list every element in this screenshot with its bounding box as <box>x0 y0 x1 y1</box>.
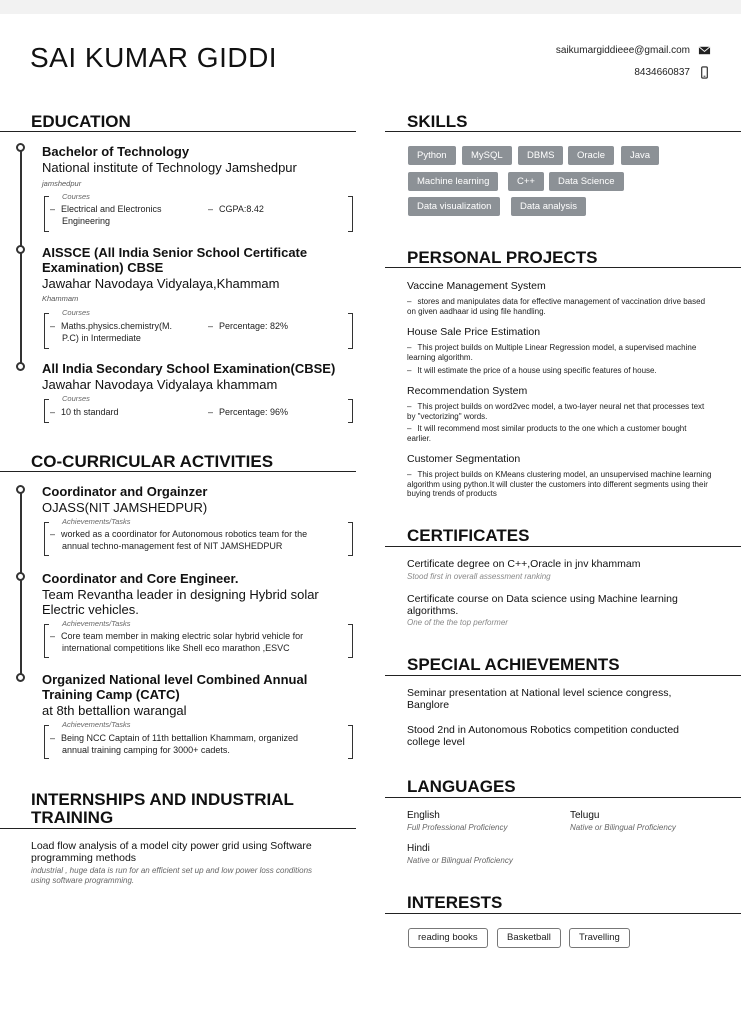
cocurricular-timeline <box>20 492 22 678</box>
education-school: Jawahar Navodaya Vidyalaya khammam <box>42 377 278 392</box>
language-name: English <box>407 810 440 821</box>
education-location: Khammam <box>42 294 79 303</box>
bracket-left <box>44 725 49 759</box>
project-desc: – stores and manipulates data for effective management of vaccination drive based on given aadhaar id using file handling. <box>407 297 707 316</box>
internship-desc: industrial , huge data is run for an efficient set up and low power loss conditions <box>31 866 313 875</box>
task-item: – Core team member in making electric solar hybrid vehicle for <box>50 631 303 641</box>
email-contact[interactable] <box>556 44 711 57</box>
language-level: Native or Bilingual Proficiency <box>570 823 676 832</box>
timeline-dot <box>16 572 25 581</box>
skill-pill: Java <box>621 146 659 165</box>
project-title: Vaccine Management System <box>407 280 546 292</box>
certificate-note: Stood first in overall assessment ranking <box>407 572 551 581</box>
interest-tag: Basketball <box>497 928 561 948</box>
envelope-icon <box>698 44 711 57</box>
internship-title-cont: programming methods <box>31 852 137 864</box>
interest-tag: reading books <box>408 928 488 948</box>
timeline-dot <box>16 485 25 494</box>
timeline-dot <box>16 673 25 682</box>
project-title: Customer Segmentation <box>407 453 521 465</box>
activity-title: Organized National level Combined Annual <box>42 672 308 687</box>
course-item-cont: Engineering <box>62 216 111 226</box>
skill-pill: C++ <box>508 172 544 191</box>
project-desc: – It will estimate the price of a house using specific features of house. <box>407 366 707 376</box>
education-timeline <box>20 150 22 368</box>
grade: – CGPA:8.42 <box>208 204 264 214</box>
education-degree: All India Secondary School Examination(CBSE) <box>42 361 336 376</box>
task-item-cont: annual training camping for 3000+ cadets. <box>62 745 230 755</box>
project-desc: – This project builds on KMeans clustering model, an unsupervised machine learning algorithm using python.It will cluster the customers into different segments using their buying trends of products <box>407 470 712 499</box>
top-strip <box>0 0 741 14</box>
skill-pill: Oracle <box>568 146 614 165</box>
phone-text: 8434660837 <box>634 67 690 78</box>
skill-pill: Python <box>408 146 456 165</box>
certificate-title-cont: algorithms. <box>407 605 459 617</box>
achievement-item: Stood 2nd in Autonomous Robotics competition conducted <box>407 724 680 736</box>
courses-label: Courses <box>62 192 90 201</box>
internship-title: Load flow analysis of a model city power grid using Software <box>31 840 312 852</box>
email-text: saikumargiddieee@gmail.com <box>555 45 690 56</box>
bracket-left <box>44 624 49 658</box>
skill-pill: Data analysis <box>511 197 586 216</box>
education-degree-cont: Examination) CBSE <box>42 260 164 275</box>
skill-pill: Data visualization <box>408 197 500 216</box>
course-item: – Maths.physics.chemistry(M. <box>50 321 172 331</box>
language-level: Full Professional Proficiency <box>407 823 508 832</box>
bracket-right <box>348 399 353 423</box>
activity-title: Coordinator and Core Engineer. <box>42 571 239 586</box>
achievement-item: Seminar presentation at National level science congress, <box>407 687 672 699</box>
internships-heading-cont: TRAINING <box>31 808 114 827</box>
timeline-dot <box>16 245 25 254</box>
courses-label: Courses <box>62 394 90 403</box>
activity-org: OJASS(NIT JAMSHEDPUR) <box>42 500 208 515</box>
timeline-dot <box>16 362 25 371</box>
cocurricular-rule <box>0 471 356 472</box>
tasks-label: Achievements/Tasks <box>62 619 131 628</box>
tasks-label: Achievements/Tasks <box>62 720 131 729</box>
project-desc: – This project builds on word2vec model, a two-layer neural net that processes text by "vectorizing" words. <box>407 402 707 421</box>
bracket-left <box>44 313 49 349</box>
certificate-note: One of the the top performer <box>407 618 508 627</box>
education-school: Jawahar Navodaya Vidyalaya,Khammam <box>42 276 280 291</box>
interests-heading: INTERESTS <box>407 893 503 912</box>
languages-heading: LANGUAGES <box>407 777 516 796</box>
project-desc: – It will recommend most similar products to the one which a customer bought earlier. <box>407 424 707 443</box>
internships-heading: INTERNSHIPS AND INDUSTRIAL <box>31 790 294 809</box>
skill-pill: Machine learning <box>408 172 498 191</box>
candidate-name: SAI KUMAR GIDDI <box>30 42 278 73</box>
education-rule <box>0 131 356 132</box>
skill-pill: Data Science <box>549 172 624 191</box>
skill-pill: MySQL <box>462 146 512 165</box>
project-title: House Sale Price Estimation <box>407 326 541 338</box>
activity-org: at 8th bettallion warangal <box>42 703 187 718</box>
grade: – Percentage: 96% <box>208 407 288 417</box>
certificates-rule <box>385 546 741 547</box>
interests-rule <box>385 913 741 914</box>
education-degree: Bachelor of Technology <box>42 144 190 159</box>
skills-heading: SKILLS <box>407 112 468 131</box>
projects-heading: PERSONAL PROJECTS <box>407 248 598 267</box>
bracket-left <box>44 522 49 556</box>
course-item: – Electrical and Electronics <box>50 204 162 214</box>
project-desc: – This project builds on Multiple Linear Regression model, a supervised machine learning algorithm. <box>407 343 707 362</box>
projects-rule <box>385 267 741 268</box>
certificate-title: Certificate degree on C++,Oracle in jnv khammam <box>407 558 641 570</box>
education-degree: AISSCE (All India Senior School Certificate <box>42 245 308 260</box>
education-heading: EDUCATION <box>31 112 131 131</box>
task-item: – Being NCC Captain of 11th bettallion Khammam, organized <box>50 733 298 743</box>
languages-rule <box>385 797 741 798</box>
bracket-right <box>348 196 353 232</box>
task-item-cont: international competitions like Shell eco marathon ,ESVC <box>62 643 290 653</box>
bracket-left <box>44 399 49 423</box>
cocurricular-heading: CO-CURRICULAR ACTIVITIES <box>31 452 274 471</box>
courses-label: Courses <box>62 308 90 317</box>
bracket-right <box>348 313 353 349</box>
achievement-item-cont: college level <box>407 736 465 748</box>
activity-title: Coordinator and Orgainzer <box>42 484 208 499</box>
certificate-title: Certificate course on Data science using Machine learning <box>407 593 678 605</box>
course-item: – 10 th standard <box>50 407 119 417</box>
phone-contact[interactable] <box>634 66 711 79</box>
course-item-cont: P.C) in Intermediate <box>62 333 141 343</box>
certificates-heading: CERTIFICATES <box>407 526 530 545</box>
skills-rule <box>385 131 741 132</box>
internship-desc-cont: using software programming. <box>31 876 135 885</box>
education-location: jamshedpur <box>42 179 82 188</box>
tasks-label: Achievements/Tasks <box>62 517 131 526</box>
language-level: Native or Bilingual Proficiency <box>407 856 513 865</box>
language-name: Telugu <box>570 810 600 821</box>
interest-tag: Travelling <box>569 928 630 948</box>
bracket-left <box>44 196 49 232</box>
bracket-right <box>348 522 353 556</box>
achievements-rule <box>385 675 741 676</box>
education-school: National institute of Technology Jamshedpur <box>42 160 297 175</box>
achievement-item-cont: Banglore <box>407 699 450 711</box>
activity-org-cont: Electric vehicles. <box>42 602 139 617</box>
phone-icon <box>698 66 711 79</box>
achievements-heading: SPECIAL ACHIEVEMENTS <box>407 655 620 674</box>
project-title: Recommendation System <box>407 385 528 397</box>
timeline-dot <box>16 143 25 152</box>
skill-pill: DBMS <box>518 146 563 165</box>
activity-title-cont: Training Camp (CATC) <box>42 687 180 702</box>
language-name: Hindi <box>407 843 430 854</box>
bracket-right <box>348 624 353 658</box>
bracket-right <box>348 725 353 759</box>
grade: – Percentage: 82% <box>208 321 288 331</box>
task-item: – worked as a coordinator for Autonomous robotics team for the <box>50 529 307 539</box>
task-item-cont: annual techno-management fest of NIT JAMSHEDPUR <box>62 541 283 551</box>
activity-org: Team Revantha leader in designing Hybrid solar <box>42 587 319 602</box>
internships-rule <box>0 828 356 829</box>
